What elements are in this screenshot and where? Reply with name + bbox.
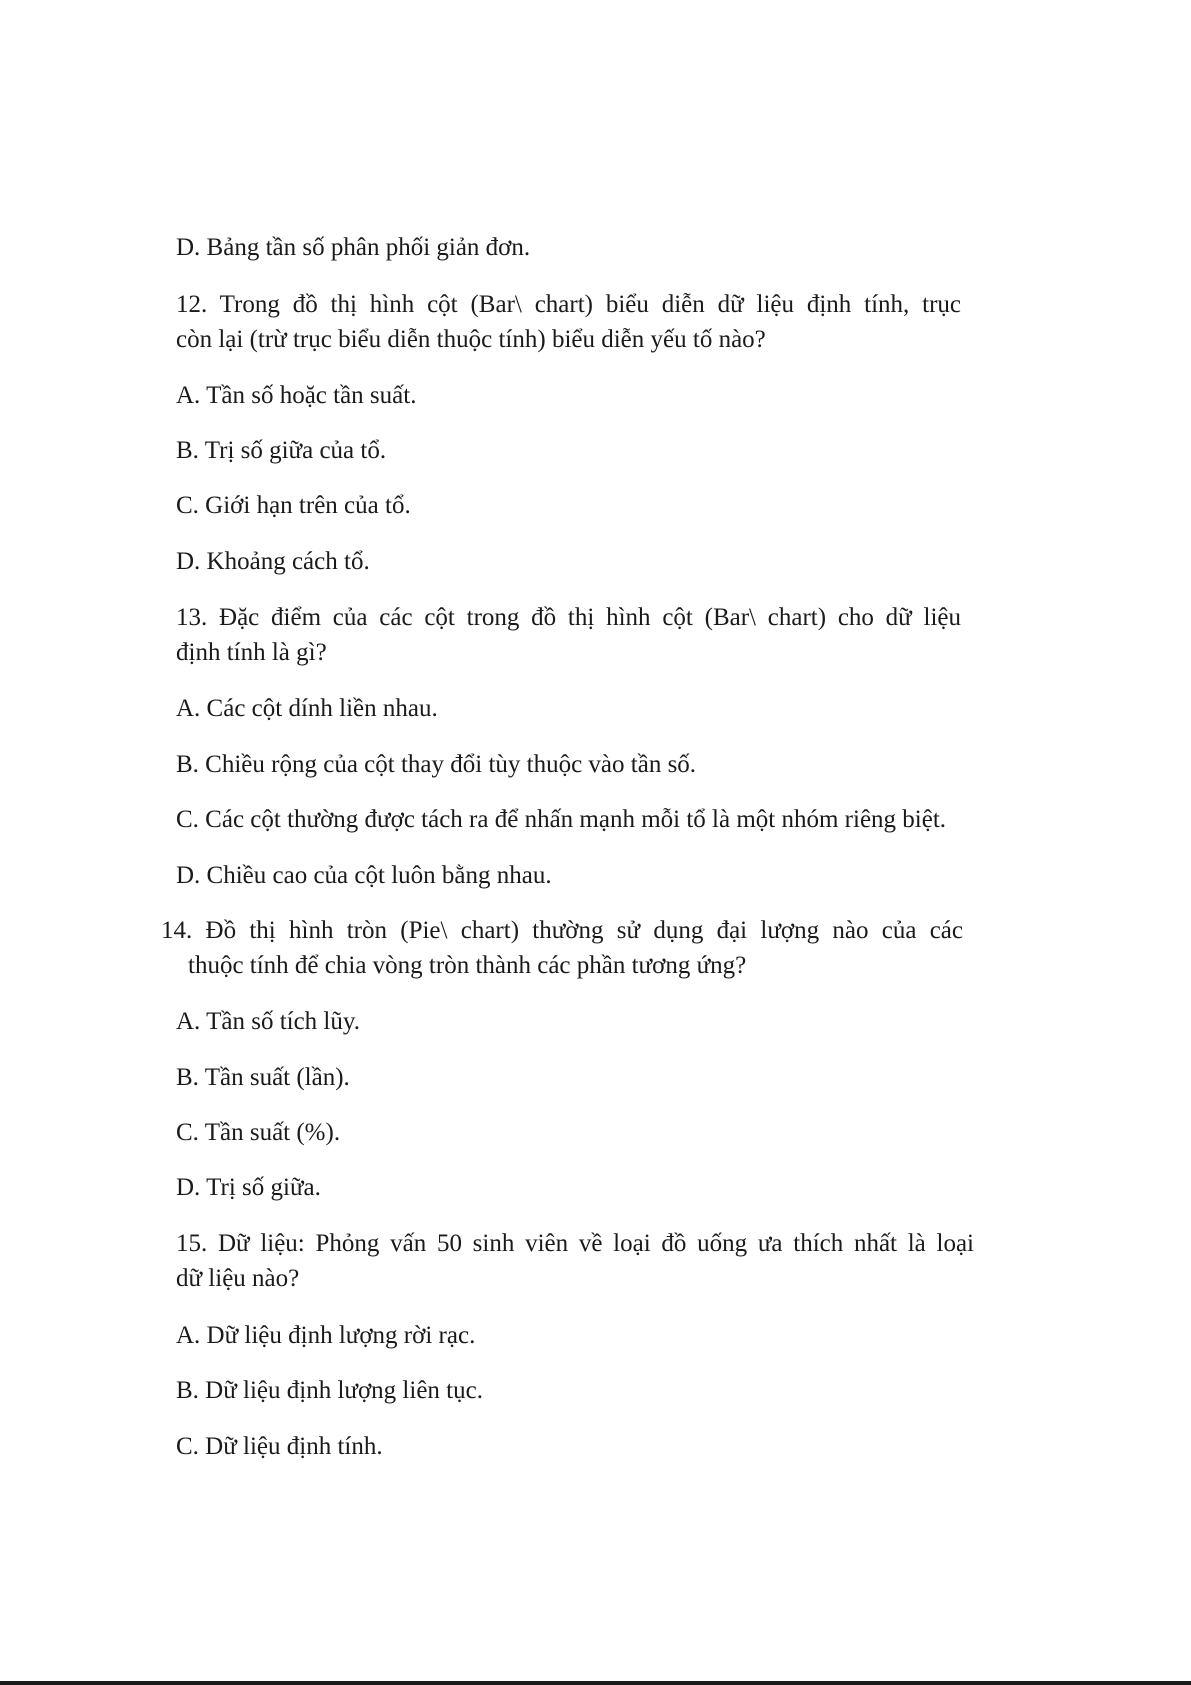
q12-option-a: A. Tần số hoặc tần suất. xyxy=(176,382,417,409)
q12-text-line-1: 12. Trong đồ thị hình cột (Bar\ chart) biểu diễn dữ liệu định tính, trục xyxy=(176,291,961,318)
q14-option-a: A. Tần số tích lũy. xyxy=(176,1008,361,1035)
q15-text-line-2: dữ liệu nào? xyxy=(176,1265,300,1292)
q15-option-b: B. Dữ liệu định lượng liên tục. xyxy=(176,1377,483,1404)
q12-text-line-2: còn lại (trừ trục biểu diễn thuộc tính) biểu diễn yếu tố nào? xyxy=(176,326,766,353)
q13-option-c: C. Các cột thường được tách ra để nhấn mạnh mỗi tổ là một nhóm riêng biệt. xyxy=(176,806,947,833)
q13-option-b: B. Chiều rộng của cột thay đổi tùy thuộc vào tần số. xyxy=(176,751,697,778)
q13-text-line-1: 13. Đặc điểm của các cột trong đồ thị hình cột (Bar\ chart) cho dữ liệu xyxy=(176,604,961,631)
q13-text-line-2: định tính là gì? xyxy=(176,639,327,666)
q14-text-line-2: thuộc tính để chia vòng tròn thành các phần tương ứng? xyxy=(188,952,747,979)
q12-option-b: B. Trị số giữa của tổ. xyxy=(176,437,387,464)
q12-option-d: D. Khoảng cách tổ. xyxy=(176,548,370,575)
q14-text-line-1: 14. Đồ thị hình tròn (Pie\ chart) thường sử dụng đại lượng nào của các xyxy=(161,917,963,944)
q14-option-c: C. Tần suất (%). xyxy=(176,1119,341,1146)
q11-option-d: D. Bảng tần số phân phối giản đơn. xyxy=(176,234,531,261)
q15-text-line-1: 15. Dữ liệu: Phỏng vấn 50 sinh viên về loại đồ uống ưa thích nhất là loại xyxy=(176,1230,974,1257)
q14-option-d: D. Trị số giữa. xyxy=(176,1174,321,1201)
q12-option-c: C. Giới hạn trên của tổ. xyxy=(176,492,411,519)
q13-option-a: A. Các cột dính liền nhau. xyxy=(176,695,438,722)
q15-option-a: A. Dữ liệu định lượng rời rạc. xyxy=(176,1322,476,1349)
q13-option-d: D. Chiều cao của cột luôn bằng nhau. xyxy=(176,862,552,889)
q14-option-b: B. Tần suất (lần). xyxy=(176,1064,350,1091)
page-bottom-rule xyxy=(0,1681,1191,1685)
q15-option-c: C. Dữ liệu định tính. xyxy=(176,1433,383,1460)
